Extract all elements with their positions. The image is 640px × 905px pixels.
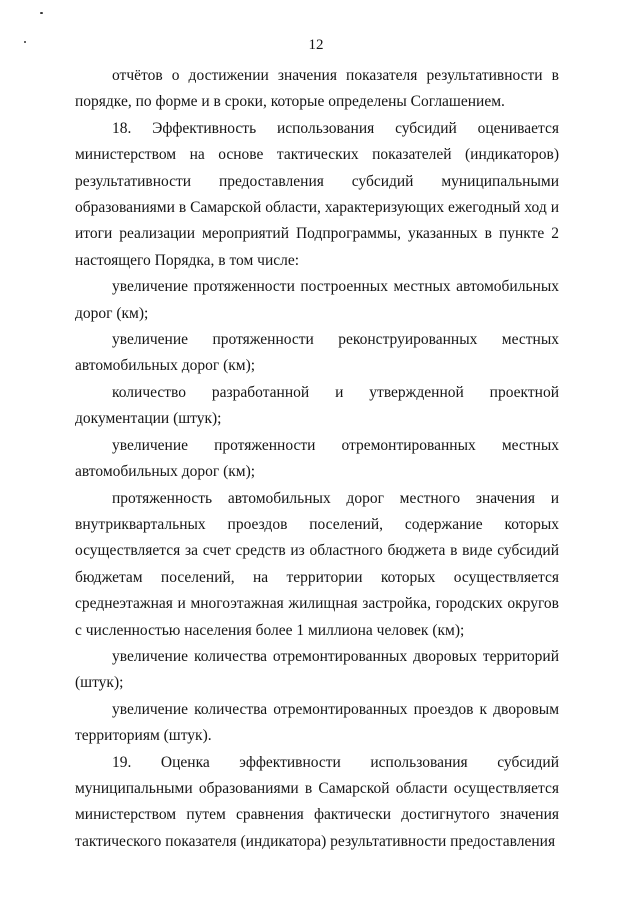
list-item-project-documentation: количество разработанной и утвержденной проектной документации (штук); xyxy=(75,383,559,428)
list-item-repaired-roads: увеличение протяженности отремонтированных местных автомобильных дорог (км); xyxy=(75,436,559,481)
list-item-built-roads: увеличение протяженности построенных местных автомобильных дорог (км); xyxy=(75,278,559,322)
document-body xyxy=(75,63,559,855)
paragraph-continuation: отчётов о достижении значения показателя результативности в порядке, по форме и в сроки, которые определены Соглашением. xyxy=(75,67,559,111)
list-item-maintained-roads: протяженность автомобильных дорог местного значения и внутриквартальных проездов поселений, содержание которых осуществляется за счет средств из областного бюджета в виде субсидий бюджетам поселений, на территории которых осуществляется среднеэтажная и многоэтажная жилищная застройка, городских округов с численностью населения более 1 миллиона человек (км); xyxy=(75,489,559,639)
paragraph-item-18: 18. Эффективность использования субсидий оценивается министерством на основе тактических показателей (индикаторов) результативности предоставления субсидий муниципальными образованиями в Самарской области, характеризующих ежегодный ход и итоги реализации мероприятий Подпрограммы, указанных в пункте 2 настоящего Порядка, в том числе: xyxy=(75,119,559,269)
paragraph-item-19: 19. Оценка эффективности использования субсидий муниципальными образованиями в Самарской области осуществляется министерством путем сравнения фактически достигнутого значения тактического показателя (индикатора) результативности предоставления xyxy=(75,753,559,850)
page-number: 12 xyxy=(308,37,324,53)
list-item-repaired-driveways: увеличение количества отремонтированных проездов к дворовым территориям (штук). xyxy=(75,700,559,745)
list-item-reconstructed-roads: увеличение протяженности реконструированных местных автомобильных дорог (км); xyxy=(75,331,559,375)
list-item-repaired-yards: увеличение количества отремонтированных дворовых территорий (штук); xyxy=(75,647,559,692)
